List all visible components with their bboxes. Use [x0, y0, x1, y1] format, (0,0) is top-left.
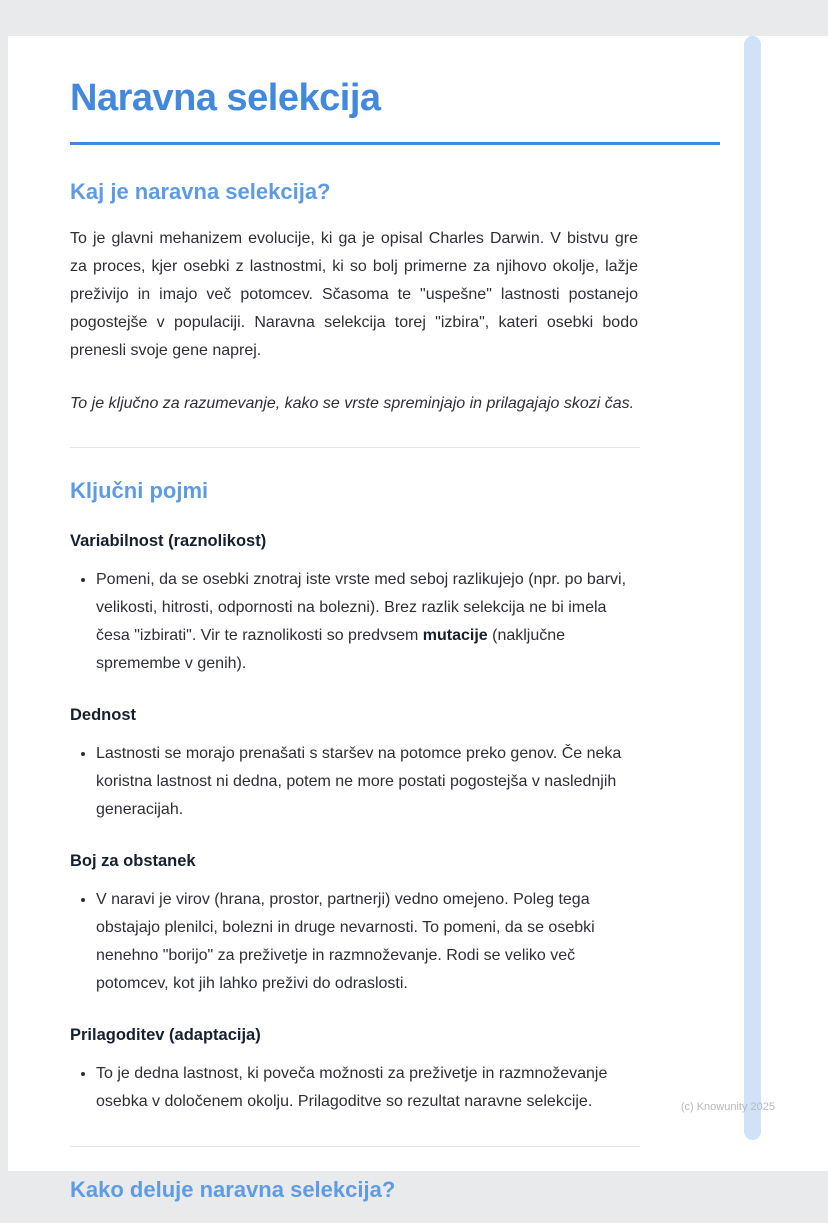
bullet-text: (naključne spremembe v genih).: [96, 627, 566, 672]
bullet-text: Lastnosti se morajo prenašati s staršev na potomce preko genov. Če neka koristna lastnost ni dedna, potem ne more postati pogostejša v naslednjih generacijah.: [96, 745, 622, 818]
bullet-list: [70, 740, 638, 824]
intro-paragraph: To je glavni mehanizem evolucije, ki ga je opisal Charles Darwin. V bistvu gre za proces, kjer osebki z lastnostmi, ki so bolj primerne za njihovo okolje, lažje preživijo in imajo več potomcev. Sčasoma te "uspešne" lastnosti postanejo pogostejše v populaciji. Naravna selekcija torej "izbira", kateri osebki bodo prenesli svoje gene naprej.: [70, 230, 638, 359]
term-heading-struggle: Boj za obstanek: [70, 852, 196, 870]
term-heading-variability: Variabilnost (raznolikost): [70, 532, 267, 550]
bullet-list: [70, 1060, 638, 1116]
bullet-text: Pomeni, da se osebki znotraj iste vrste med seboj razlikujejo (npr. po barvi, velikosti, hitrosti, odpornosti na bolezni). Brez razlik selekcija ne bi imela česa "izbirati". Vir te raznolikosti so predvsem: [96, 571, 627, 644]
document-content: [70, 76, 720, 1223]
intro-note: To je ključno za razumevanje, kako se vrste spreminjajo in prilagajajo skozi čas.: [70, 395, 635, 412]
bullet-bold-text: mutacije: [422, 627, 488, 644]
section-divider: [70, 447, 640, 448]
bullet-list: [70, 566, 638, 678]
page-title: Naravna selekcija: [70, 77, 381, 119]
title-underline: [70, 142, 720, 145]
section-heading-intro: Kaj je naravna selekcija?: [70, 179, 331, 204]
list-item: [96, 566, 638, 678]
bullet-text: V naravi je virov (hrana, prostor, partnerji) vedno omejeno. Poleg tega obstajajo plenilci, bolezni in druge nevarnosti. To pomeni, da se osebki nenehno "borijo" za preživetje in razmnoževanje. Rodi se veliko več potomcev, kot jih lahko preživi do odraslosti.: [96, 891, 595, 992]
list-item: [96, 1060, 638, 1116]
watermark-credit: (c) Knowunity 2025: [680, 1101, 775, 1113]
section-heading-how-it-works: Kako deluje naravna selekcija?: [70, 1177, 396, 1202]
section-heading-concepts: Ključni pojmi: [70, 478, 209, 503]
bullet-text: To je dedna lastnost, ki poveča možnosti za preživetje in razmnoževanje osebka v določenem okolju. Prilagoditve so rezultat naravne selekcije.: [96, 1065, 608, 1110]
document-page: [8, 36, 828, 1202]
term-heading-heredity: Dednost: [70, 706, 136, 724]
section-divider: [70, 1146, 640, 1147]
term-heading-adaptation: Prilagoditev (adaptacija): [70, 1026, 261, 1044]
bullet-list: [70, 886, 638, 998]
list-item: [96, 886, 638, 998]
scroll-indicator[interactable]: [744, 36, 761, 1140]
list-item: [96, 740, 638, 824]
